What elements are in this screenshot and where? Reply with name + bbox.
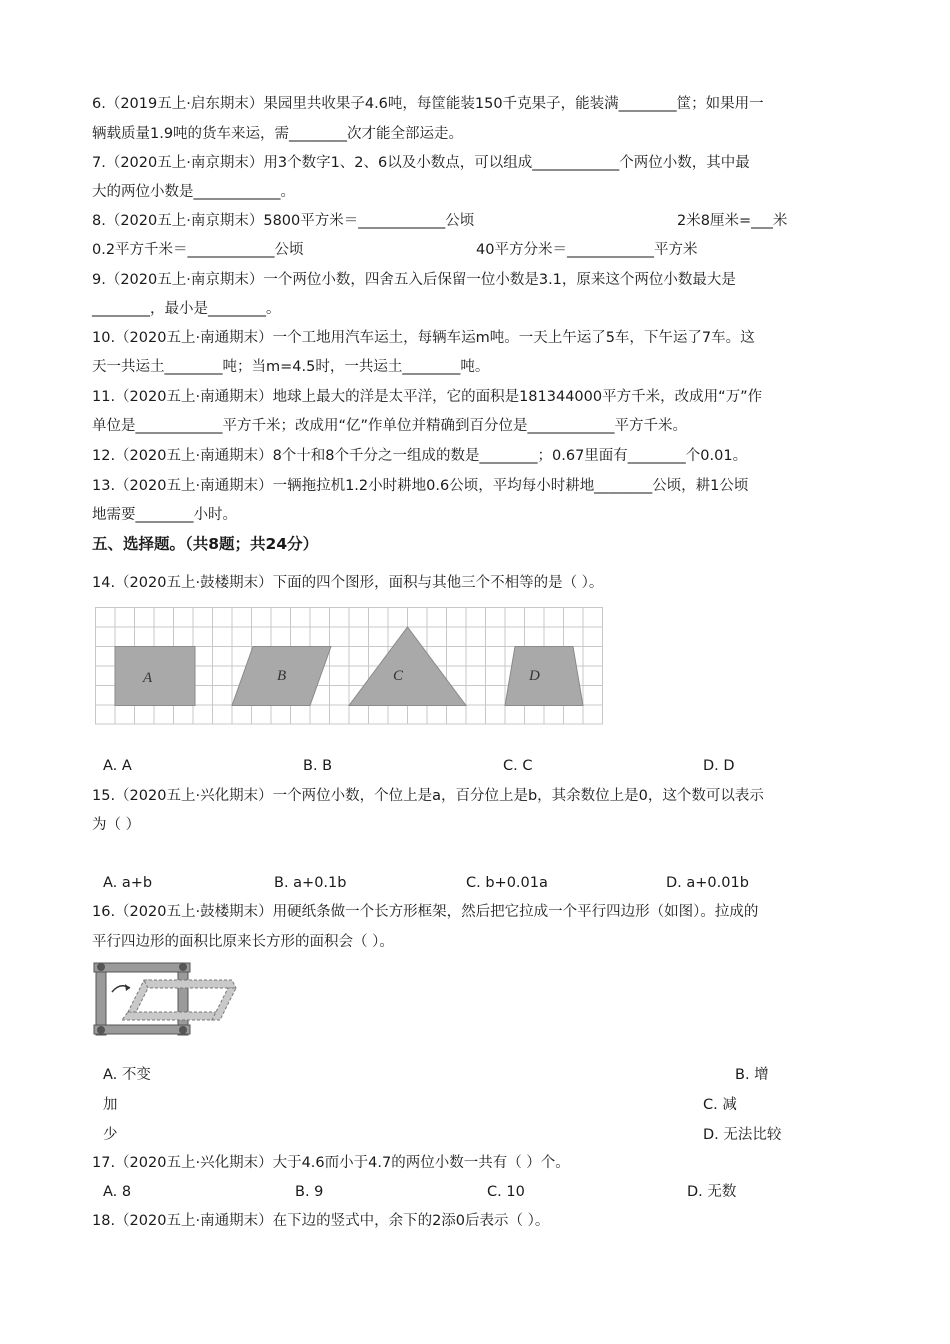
q16-option-b-wrap[interactable]: 加 xyxy=(103,1097,118,1113)
q17-option-d[interactable]: D. 无数 xyxy=(687,1184,737,1200)
shape-label-d: D xyxy=(529,668,540,684)
q15-option-c[interactable]: C. b+0.01a xyxy=(466,875,548,891)
q8-part-c: 0.2平方千米＝____________公顷 xyxy=(92,242,304,258)
q8-part-d: 40平方分米＝____________平方米 xyxy=(476,242,698,258)
q17-option-a[interactable]: A. 8 xyxy=(103,1184,132,1200)
q8-part-a: 8.（2020五上·南京期末）5800平方米＝____________公顷 xyxy=(92,213,475,229)
q16-option-a[interactable]: A. 不变 xyxy=(103,1067,151,1083)
q8-part-b: 2米8厘米=___米 xyxy=(677,213,788,229)
q17-line1: 17.（2020五上·兴化期末）大于4.6而小于4.7的两位小数一共有（ ）个。 xyxy=(92,1155,570,1171)
q17-option-b[interactable]: B. 9 xyxy=(295,1184,324,1200)
q16-line2: 平行四边形的面积比原来长方形的面积会（ ）。 xyxy=(92,934,394,950)
q16-option-c[interactable]: C. 减 xyxy=(703,1097,737,1113)
shape-label-a: A xyxy=(143,670,153,686)
q14-option-a[interactable]: A. A xyxy=(103,758,132,774)
q11-line1: 11.（2020五上·南通期末）地球上最大的洋是太平洋，它的面积是181344000平方千米，改成用“万”作 xyxy=(92,389,763,405)
q7-line2: 大的两位小数是____________。 xyxy=(92,184,295,200)
q15-option-d[interactable]: D. a+0.01b xyxy=(666,875,749,891)
q16-option-d[interactable]: D. 无法比较 xyxy=(703,1127,782,1143)
q15-line2: 为（ ） xyxy=(92,817,141,833)
q13-line1: 13.（2020五上·南通期末）一辆拖拉机1.2小时耕地0.6公顷，平均每小时耕地________公顷，耕1公顷 xyxy=(92,478,749,494)
q14-option-d[interactable]: D. D xyxy=(703,758,735,774)
q16-frame-figure xyxy=(92,958,238,1040)
shape-a-rectangle xyxy=(115,647,195,706)
q7-line1: 7.（2020五上·南京期末）用3个数字1、2、6以及小数点，可以组成____________个两位小数，其中最 xyxy=(92,155,750,171)
q18-line1: 18.（2020五上·南通期末）在下边的竖式中，余下的2添0后表示（ ）。 xyxy=(92,1213,550,1229)
q16-option-c-wrap[interactable]: 少 xyxy=(103,1127,118,1143)
q14-option-b[interactable]: B. B xyxy=(303,758,333,774)
q17-option-c[interactable]: C. 10 xyxy=(487,1184,525,1200)
q15-option-b[interactable]: B. a+0.1b xyxy=(274,875,347,891)
q11-line2: 单位是____________平方千米；改成用“亿”作单位并精确到百分位是____________平方千米。 xyxy=(92,418,688,434)
q10-line2: 天一共运土________吨；当m=4.5时，一共运土________吨。 xyxy=(92,359,490,375)
q15-line1: 15.（2020五上·兴化期末）一个两位小数，个位上是a，百分位上是b，其余数位上是0，这个数可以表示 xyxy=(92,788,764,804)
q14-line1: 14.（2020五上·鼓楼期末）下面的四个图形，面积与其他三个不相等的是（ ）。 xyxy=(92,575,604,591)
q10-line1: 10.（2020五上·南通期末）一个工地用汽车运土，每辆车运m吨。一天上午运了5车，下午运了7车。这 xyxy=(92,330,755,346)
q13-line2: 地需要________小时。 xyxy=(92,507,237,523)
q9-line1: 9.（2020五上·南京期末）一个两位小数，四舍五入后保留一位小数是3.1，原来这个两位小数最大是 xyxy=(92,272,736,288)
q16-line1: 16.（2020五上·鼓楼期末）用硬纸条做一个长方形框架，然后把它拉成一个平行四边形（如图）。拉成的 xyxy=(92,904,759,920)
q6-line1: 6.（2019五上·启东期末）果园里共收果子4.6吨，每筐能装150千克果子，能装满________筐；如果用一 xyxy=(92,96,764,112)
shape-label-c: C xyxy=(393,668,404,684)
q14-option-c[interactable]: C. C xyxy=(503,758,533,774)
q12-line1: 12.（2020五上·南通期末）8个十和8个千分之一组成的数是________；0.67里面有________个0.01。 xyxy=(92,448,748,464)
q14-figure xyxy=(95,607,607,725)
q16-option-b[interactable]: B. 增 xyxy=(735,1067,769,1083)
section-heading: 五、选择题。（共8题；共24分） xyxy=(92,535,319,553)
shape-d-trapezoid xyxy=(505,647,583,706)
q15-option-a[interactable]: A. a+b xyxy=(103,875,153,891)
q6-line2: 辆载质量1.9吨的货车来运，需________次才能全部运走。 xyxy=(92,126,464,142)
q9-line2: ________，最小是________。 xyxy=(92,301,281,317)
shape-label-b: B xyxy=(277,668,287,684)
